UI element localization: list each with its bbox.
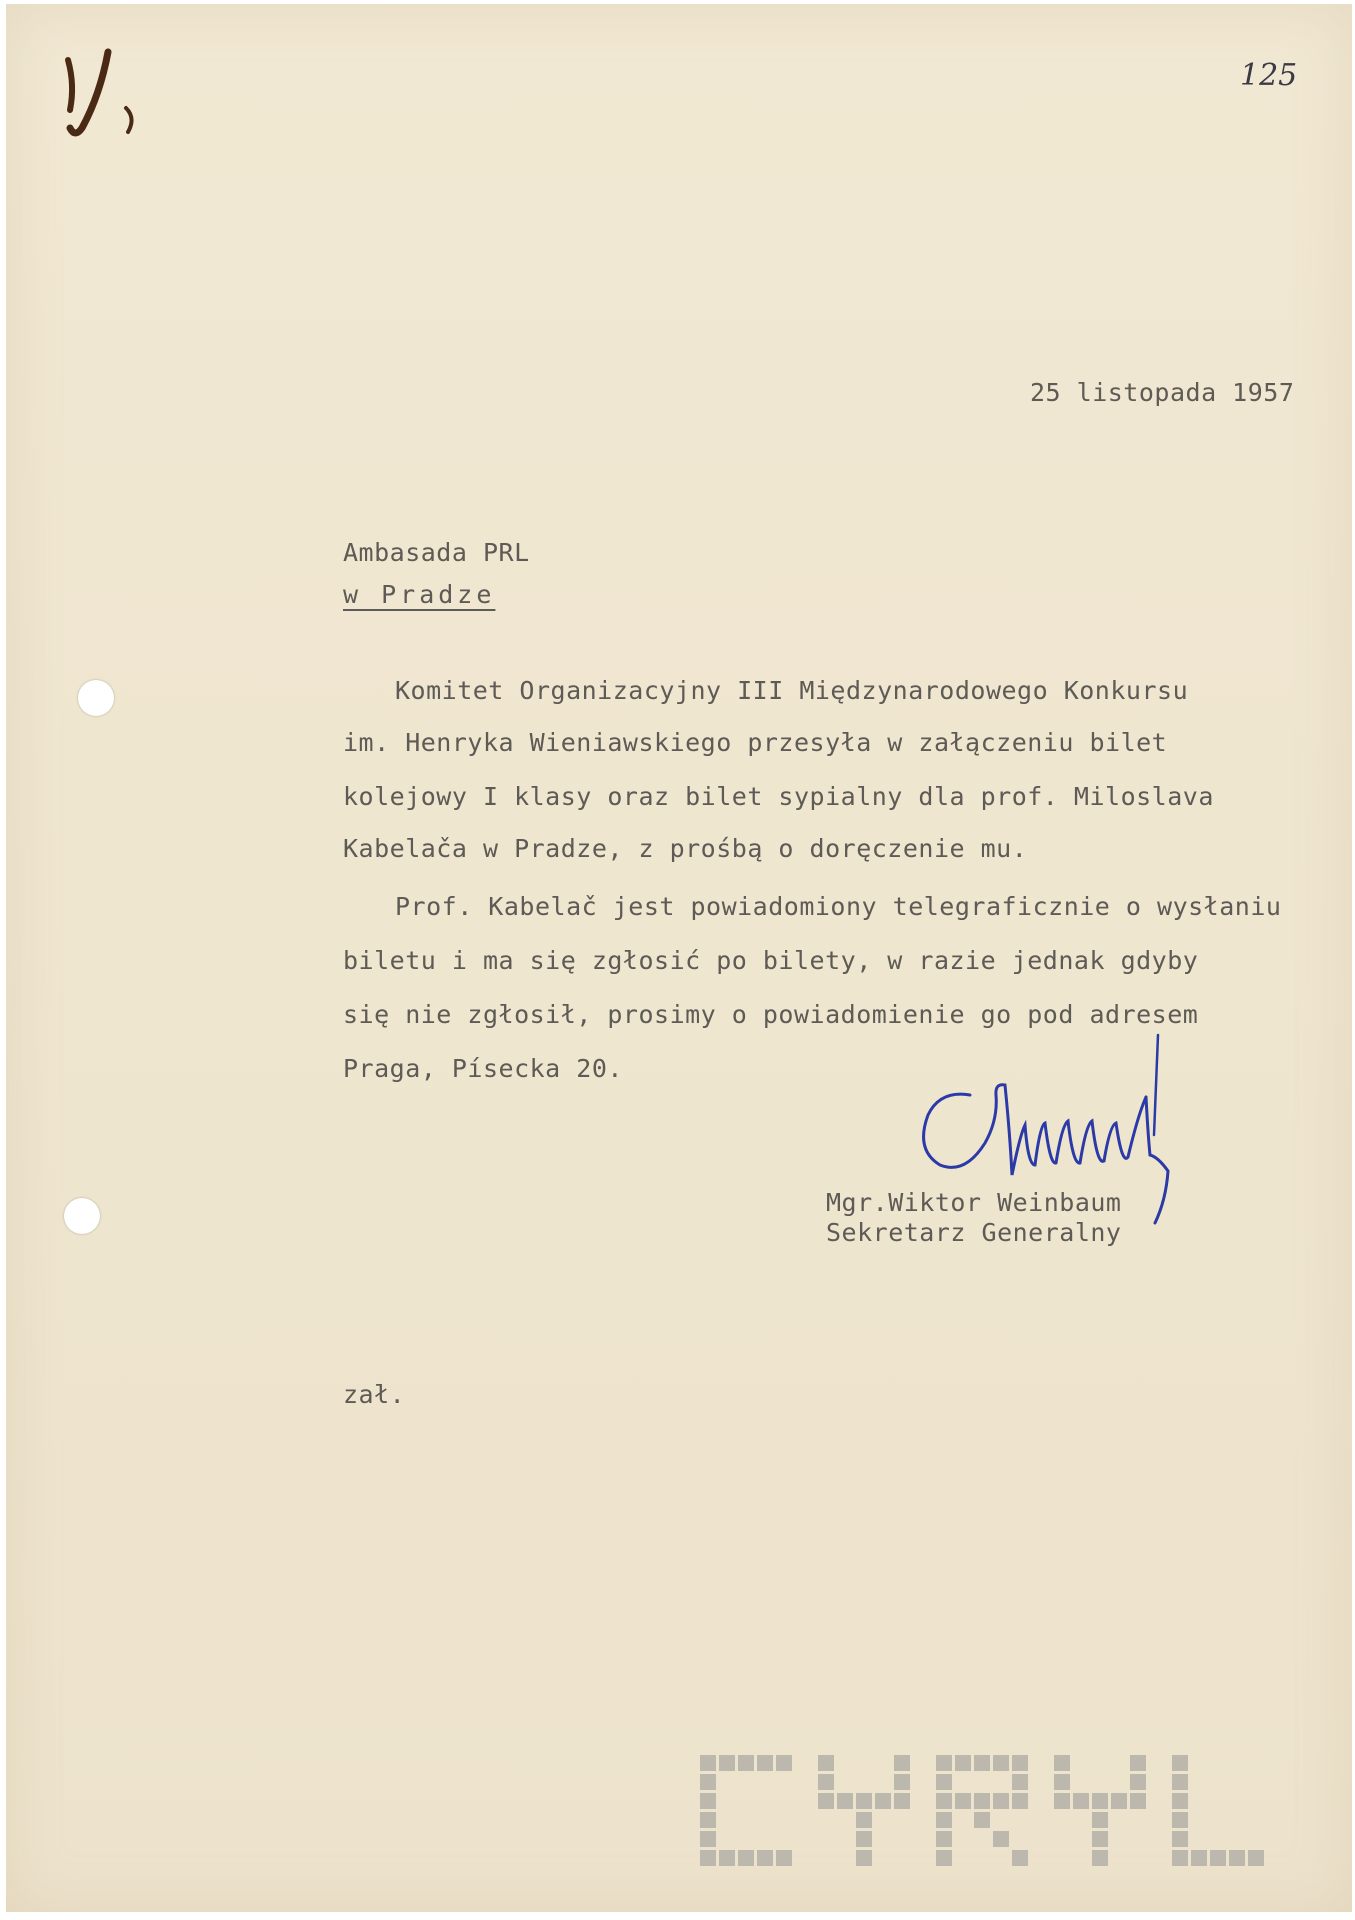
page-number: 125	[1240, 58, 1298, 93]
body-line: Kabelača w Pradze, z prośbą o doręczenie mu.	[343, 834, 1028, 863]
body-line: im. Henryka Wieniawskiego przesyła w załączeniu bilet	[343, 728, 1168, 757]
body-line: się nie zgłosił, prosimy o powiadomienie go pod adresem	[343, 1000, 1199, 1029]
watermark-letter	[818, 1755, 910, 1866]
addressee-line-2: w Pradze	[343, 580, 496, 609]
addressee-line-1: Ambasada PRL	[343, 538, 530, 567]
body-line: Komitet Organizacyjny III Międzynarodowego Konkursu	[395, 676, 1189, 705]
watermark-letter	[1172, 1755, 1264, 1866]
body-line: biletu i ma się zgłosić po bilety, w razie jednak gdyby	[343, 946, 1199, 975]
punch-hole	[78, 680, 114, 716]
watermark-letter	[1054, 1755, 1146, 1866]
watermark-letter	[700, 1755, 792, 1866]
signatory-title: Sekretarz Generalny	[826, 1218, 1122, 1247]
punch-hole	[64, 1198, 100, 1234]
body-line: kolejowy I klasy oraz bilet sypialny dla prof. Miloslava	[343, 782, 1214, 811]
cyryl-watermark	[700, 1755, 1264, 1866]
handwritten-margin-mark	[30, 40, 150, 150]
enclosure-note: zał.	[343, 1380, 406, 1409]
watermark-letter	[936, 1755, 1028, 1866]
body-line: Praga, Písecka 20.	[343, 1054, 623, 1083]
body-line: Prof. Kabelač jest powiadomiony telegraficznie o wysłaniu	[395, 892, 1282, 921]
signatory-name: Mgr.Wiktor Weinbaum	[826, 1188, 1122, 1217]
letter-date: 25 listopada 1957	[1030, 378, 1295, 407]
